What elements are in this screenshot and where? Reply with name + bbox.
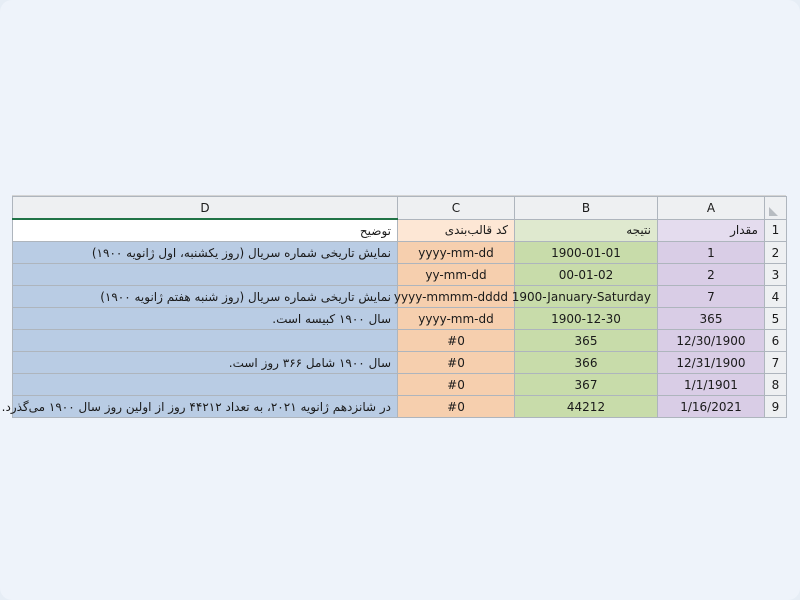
- row-header[interactable]: 1: [765, 219, 787, 242]
- table-row: [13, 374, 787, 396]
- cell-d[interactable]: نمایش تاریخی شماره سریال (روز شنبه هفتم ژانویه ۱۹۰۰): [13, 286, 398, 308]
- cell-b-title[interactable]: نتیجه: [515, 219, 658, 242]
- row-header[interactable]: 4: [765, 286, 787, 308]
- cell-d[interactable]: سال ۱۹۰۰ کبیسه است.: [13, 308, 398, 330]
- column-header-d[interactable]: D: [13, 197, 398, 220]
- table-row: [13, 264, 787, 286]
- cell-a[interactable]: 1/1/1901: [658, 374, 765, 396]
- cell-a[interactable]: 12/31/1900: [658, 352, 765, 374]
- cell-b[interactable]: 00-01-02: [515, 264, 658, 286]
- cell-a[interactable]: 7: [658, 286, 765, 308]
- cell-d[interactable]: در شانزدهم ژانویه ۲۰۲۱، به تعداد ۴۴۲۱۲ روز از اولین روز سال ۱۹۰۰ می‌گذرد.: [13, 396, 398, 418]
- cell-c[interactable]: yyyy-mm-dd: [398, 308, 515, 330]
- cell-a[interactable]: 12/30/1900: [658, 330, 765, 352]
- cell-b[interactable]: 1900-12-30: [515, 308, 658, 330]
- row-header[interactable]: 7: [765, 352, 787, 374]
- column-header-row: [13, 197, 787, 220]
- table-row: [13, 219, 787, 242]
- row-header[interactable]: 5: [765, 308, 787, 330]
- cell-d[interactable]: [13, 374, 398, 396]
- cell-c[interactable]: #0: [398, 330, 515, 352]
- row-header[interactable]: 8: [765, 374, 787, 396]
- column-header-c[interactable]: C: [398, 197, 515, 220]
- table-row: [13, 396, 787, 418]
- row-header[interactable]: 3: [765, 264, 787, 286]
- cell-c[interactable]: yy-mm-dd: [398, 264, 515, 286]
- cell-d[interactable]: [13, 264, 398, 286]
- cell-a[interactable]: 1/16/2021: [658, 396, 765, 418]
- cell-a[interactable]: 1: [658, 242, 765, 264]
- cell-b[interactable]: 44212: [515, 396, 658, 418]
- select-all-triangle-icon: [769, 207, 778, 216]
- spreadsheet-grid: [1, 196, 787, 418]
- cell-a[interactable]: 2: [658, 264, 765, 286]
- spreadsheet: [1, 195, 786, 414]
- table-row: [13, 308, 787, 330]
- cell-c[interactable]: #0: [398, 352, 515, 374]
- table-row: [13, 242, 787, 264]
- cell-c[interactable]: yyyy-mmmm-dddd: [398, 286, 515, 308]
- cell-b[interactable]: 367: [515, 374, 658, 396]
- row-header[interactable]: 9: [765, 396, 787, 418]
- column-header-b[interactable]: B: [515, 197, 658, 220]
- cell-c[interactable]: yyyy-mm-dd: [398, 242, 515, 264]
- cell-c-title[interactable]: کد قالب‌بندی: [398, 219, 515, 242]
- cell-a-title[interactable]: مقدار: [658, 219, 765, 242]
- cell-c[interactable]: #0: [398, 396, 515, 418]
- cell-b[interactable]: 366: [515, 352, 658, 374]
- cell-b[interactable]: 365: [515, 330, 658, 352]
- select-all-corner[interactable]: [765, 197, 787, 220]
- cell-d[interactable]: نمایش تاریخی شماره سریال (روز یکشنبه، اول ژانویه ۱۹۰۰): [13, 242, 398, 264]
- column-header-a[interactable]: A: [658, 197, 765, 220]
- table-row: [13, 286, 787, 308]
- table-row: [13, 352, 787, 374]
- cell-b[interactable]: 1900-01-01: [515, 242, 658, 264]
- cell-b[interactable]: 1900-January-Saturday: [515, 286, 658, 308]
- cell-c[interactable]: #0: [398, 374, 515, 396]
- cell-d[interactable]: [13, 330, 398, 352]
- cell-d[interactable]: سال ۱۹۰۰ شامل ۳۶۶ روز است.: [13, 352, 398, 374]
- cell-d-title[interactable]: توضیح: [13, 219, 398, 242]
- row-header[interactable]: 2: [765, 242, 787, 264]
- table-row: [13, 330, 787, 352]
- row-header[interactable]: 6: [765, 330, 787, 352]
- cell-a[interactable]: 365: [658, 308, 765, 330]
